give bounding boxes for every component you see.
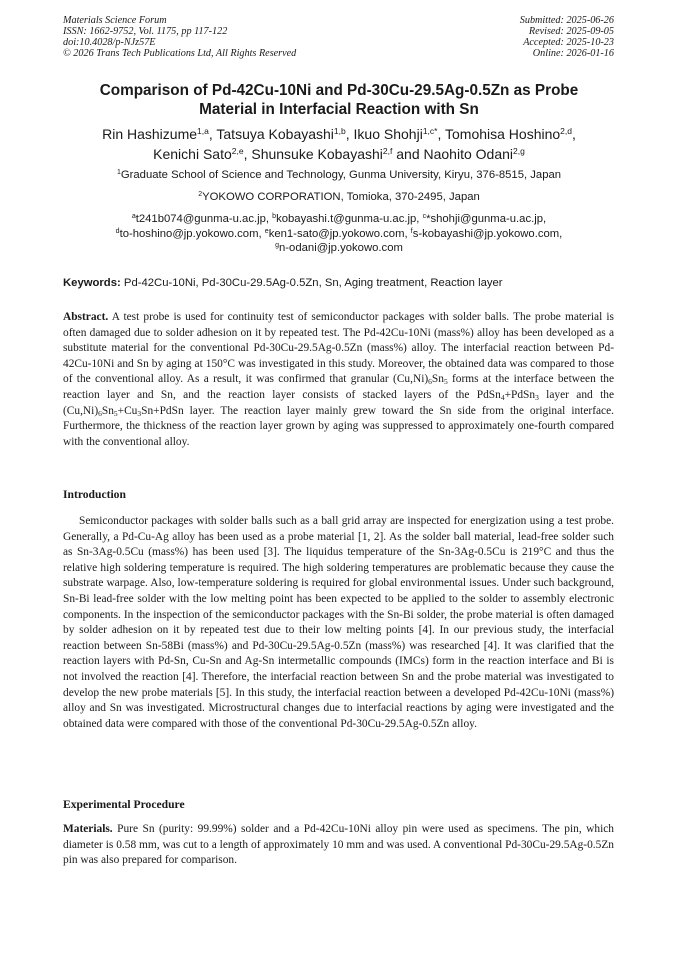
author <box>251 146 423 162</box>
affiliation-2 <box>40 190 638 204</box>
author-separator: , <box>345 126 354 142</box>
author-name: Tomohisa Hoshino <box>445 126 561 142</box>
abstract <box>63 310 614 450</box>
email-address: n-odani@jp.yokowo.com <box>279 242 403 254</box>
introduction-paragraph: Semiconductor packages with solder balls such as a ball grid array are inspected for energization using a test probe. Generally, a Pd-Cu-Ag alloy has been used as a probe material [1, 2]. As the solder ball material, lead-free solder such as Sn-3Ag-0.5Cu (mass%) has been used [3]. The liquidus temperature of the Sn-3Ag-0.5Cu is 219°C and thus the relative high soldering temperature is required. The high soldering temperatures are problematic because they cause the substrate warpage. Also, low-temperature soldering is required for global environmental issues. Under such background, Sn-Bi lead-free solder with the low melting point has been expected to be applied to the solder to assembly electronic components. In the inspection of the semiconductor packages with the Sn-Bi solder, the probe material is often damaged by solder adhesion on it by repeated test due to their low melting points [4]. In our previous study, the interfacial reaction between Sn-58Bi (mass%) and Pd-30Cu-29.5Ag-0.5Zn (mass%) was researched [4]. It was clarified that the reaction layers with Pd-Sn, Cu-Sn and Ag-Sn intermetallic compounds (IMCs) form in the reaction interface and Bi is not involved the reaction [4]. Therefore, the interfacial reaction between Sn and the probe material was investigated to develop the new probe materials [5]. In this study, the interfacial reaction between a developed Pd-42Cu-10Ni (mass%) alloy and Sn was investigated. Microstructural changes due to interfacial reactions by aging were investigated and the obtained data were compared with those of the conventional Pd-30Cu-29.5Ag-0.5Zn alloy. <box>63 515 614 730</box>
materials-paragraph <box>63 822 614 869</box>
author-name: Tatsuya Kobayashi <box>216 126 334 142</box>
affiliation-number: 2 <box>198 191 203 198</box>
email-mark: d <box>115 227 120 235</box>
email-entry[interactable] <box>272 213 422 225</box>
abstract-text: A test probe is used for continuity test of semiconductor packages with solder balls. The probe material is often damaged due to solder adhesion on it by repeated test. The Pd-42Cu-10Ni (mass%) alloy has been developed as a substitute material for the conventional Pd-30Cu-29.5Ag-0.5Zn (mass%) alloy. The interfacial reaction between Pd-42Cu-10Ni and Sn by aging at 150°C was investigated in this study. Moreover, the obtained data was compared to those of the conventional alloy. As a result, it was confirmed that granular (Cu,Ni) <box>63 311 614 386</box>
keywords-text: Pd-42Cu-10Ni, Pd-30Cu-29.5Ag-0.5Zn, Sn, Aging treatment, Reaction layer <box>120 277 503 289</box>
title-line-1: Comparison of Pd-42Cu-10Ni and Pd-30Cu-29.5Ag-0.5Zn as Probe <box>99 82 579 99</box>
author <box>153 146 251 162</box>
email-entry[interactable] <box>116 228 265 240</box>
subscript: 3 <box>137 408 142 418</box>
author-name: Ikuo Shohji <box>353 126 423 142</box>
subscript: 6 <box>428 377 432 387</box>
affiliation-text: Graduate School of Science and Technology, Gunma University, Kiryu, 376-8515, Japan <box>120 169 562 181</box>
author-separator: , <box>572 126 576 142</box>
subscript: 5 <box>113 408 118 418</box>
journal-name: Materials Science Forum <box>63 15 167 26</box>
affiliation-1 <box>40 168 638 182</box>
author-emails <box>40 212 638 256</box>
author-separator: and <box>392 146 424 162</box>
author-affiliation-mark: 2,g <box>513 146 525 156</box>
keywords <box>63 276 614 290</box>
author-name: Naohito Odani <box>423 146 514 162</box>
abstract-text: +PdSn <box>504 388 536 401</box>
affiliation-number: 1 <box>116 169 121 176</box>
email-mark: e <box>264 227 269 235</box>
email-address: ken1-sato@jp.yokowo.com, <box>268 227 411 240</box>
author-name: Kenichi Sato <box>153 146 232 162</box>
publication-dates <box>520 15 614 59</box>
paper-title <box>40 81 638 119</box>
author-affiliation-mark: 2,d <box>560 126 572 136</box>
abstract-text: Sn <box>101 404 114 417</box>
date-accepted: Accepted: 2025-10-23 <box>523 37 614 48</box>
email-entry[interactable] <box>275 242 403 254</box>
journal-copyright: © 2026 Trans Tech Publications Ltd, All Rights Reserved <box>63 48 297 59</box>
subscript: 6 <box>98 408 102 418</box>
abstract-text: Sn+PdSn layer. The reaction layer mainly grew toward the Sn side from the original interface. Furthermore, the thickness of the reaction layer grown by aging was suppressed to approximately one-fourth compared with the conventional alloy. <box>63 404 614 448</box>
author <box>102 126 216 142</box>
materials-label: Materials. <box>63 823 113 835</box>
date-revised: Revised: 2025-09-05 <box>528 26 614 37</box>
author-affiliation-mark: 1,c* <box>422 126 438 136</box>
subscript: 3 <box>535 392 539 402</box>
date-online: Online: 2026-01-16 <box>532 48 614 59</box>
email-mark: g <box>275 242 280 249</box>
date-submitted: Submitted: 2025-06-26 <box>519 15 614 26</box>
author-name: Shunsuke Kobayashi <box>251 146 383 162</box>
author-list <box>40 124 638 164</box>
abstract-text: Sn <box>431 373 444 386</box>
email-mark: f <box>410 227 413 235</box>
affiliation-text: YOKOWO CORPORATION, Tomioka, 370-2495, Japan <box>202 191 480 203</box>
email-address: kobayashi.t@gunma-u.ac.jp, <box>276 213 423 225</box>
author-affiliation-mark: 2,f <box>382 146 393 156</box>
author-separator: , <box>437 126 445 142</box>
author-affiliation-mark: 1,b <box>333 126 346 136</box>
email-address: t241b074@gunma-u.ac.jp, <box>135 213 273 225</box>
section-heading-introduction: Introduction <box>63 488 126 501</box>
author-separator: , <box>208 126 217 142</box>
section-heading-experimental: Experimental Procedure <box>63 798 185 811</box>
abstract-text: forms at the interface between the reaction layer and Sn, and the reaction layer consists of stacked layers of the PdSn <box>63 373 614 401</box>
email-mark: b <box>272 213 277 220</box>
subscript: 5 <box>443 377 448 387</box>
email-mark: c <box>422 213 427 220</box>
abstract-text: +Cu <box>117 404 138 417</box>
email-mark: a <box>131 213 136 220</box>
author-separator: , <box>243 146 252 162</box>
email-entry[interactable] <box>265 228 411 240</box>
author-affiliation-mark: 2,e <box>231 146 244 156</box>
author <box>424 146 525 162</box>
author <box>445 126 576 142</box>
author <box>354 126 445 142</box>
abstract-text: layer and the (Cu,Ni) <box>63 388 614 417</box>
email-address: s-kobayashi@jp.yokowo.com, <box>412 227 563 240</box>
keywords-label: Keywords: <box>63 277 121 289</box>
materials-text: Pure Sn (purity: 99.99%) solder and a Pd-42Cu-10Ni alloy pin were used as specimens. The pin, which diameter is 0.58 mm, was cut to a length of approximately 10 mm and was used. A conventional Pd-30Cu-29.5Ag-0.5Zn pin was also prepared for comparison. <box>63 823 614 867</box>
subscript: 4 <box>500 392 505 402</box>
journal-issn: ISSN: 1662-9752, Vol. 1175, pp 117-122 <box>63 26 228 37</box>
title-line-2: Material in Interfacial Reaction with Sn <box>199 101 479 118</box>
journal-header <box>63 15 296 59</box>
author-affiliation-mark: 1,a <box>197 126 209 136</box>
email-entry[interactable] <box>423 213 547 225</box>
email-entry[interactable] <box>411 228 563 240</box>
author-name: Rin Hashizume <box>102 126 198 142</box>
email-address: to-hoshino@jp.yokowo.com, <box>119 227 265 240</box>
email-address: *shohji@gunma-u.ac.jp, <box>426 213 547 225</box>
abstract-label: Abstract. <box>63 311 109 323</box>
email-entry[interactable] <box>132 213 272 225</box>
author <box>216 126 353 142</box>
journal-doi[interactable]: doi:10.4028/p-NJz57E <box>63 37 156 48</box>
